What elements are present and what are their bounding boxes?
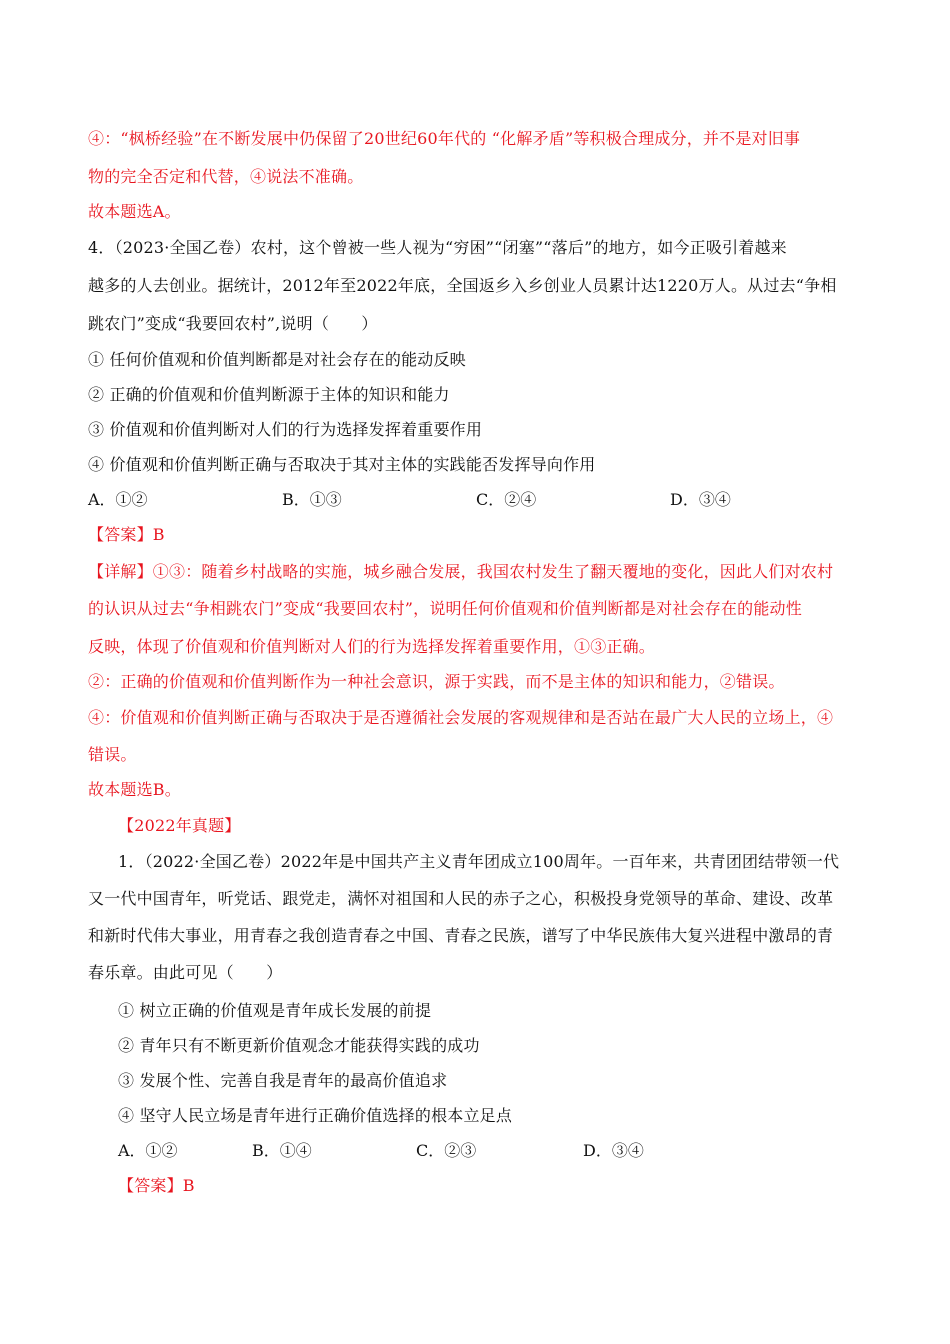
detail-line: 【详解】①③：随着乡村战略的实施，城乡融合发展，我国农村发生了翻天覆地的变化，因此人们对农村 bbox=[88, 562, 834, 581]
answer-label: 【答案】B bbox=[88, 525, 165, 544]
statement-2: ② 青年只有不断更新价值观念才能获得实践的成功 bbox=[118, 1036, 480, 1055]
answer-label: 【答案】B bbox=[118, 1176, 195, 1195]
statement-2: ② 正确的价值观和价值判断源于主体的知识和能力 bbox=[88, 385, 450, 404]
statement-1: ① 树立正确的价值观是青年成长发展的前提 bbox=[118, 1001, 432, 1020]
detail-line: 反映，体现了价值观和价值判断对人们的行为选择发挥着重要作用，①③正确。 bbox=[88, 637, 656, 656]
detail-line: ②：正确的价值观和价值判断作为一种社会意识，源于实践，而不是主体的知识和能力，②错误。 bbox=[88, 672, 785, 691]
question-1-stem: 又一代中国青年，听党话、跟党走，满怀对祖国和人民的赤子之心，积极投身党领导的革命、建设、改革 bbox=[88, 889, 834, 908]
question-1-stem: 春乐章。由此可见（ ） bbox=[88, 963, 283, 982]
option-d: D．③④ bbox=[583, 1141, 644, 1160]
question-4-stem: 跳农门”变成“我要回农村”,说明（ ） bbox=[88, 314, 378, 333]
option-b: B．①③ bbox=[282, 490, 342, 509]
prev-explanation-line: ④：“枫桥经验”在不断发展中仍保留了20世纪60年代的 “化解矛盾”等积极合理成分，并不是对旧事 bbox=[88, 129, 801, 148]
prev-explanation-line: 物的完全否定和代替，④说法不准确。 bbox=[88, 167, 364, 186]
prev-conclusion: 故本题选A。 bbox=[88, 202, 181, 221]
section-heading: 【2022年真题】 bbox=[118, 816, 241, 835]
statement-4: ④ 价值观和价值判断正确与否取决于其对主体的实践能否发挥导向作用 bbox=[88, 455, 596, 474]
detail-line: ④：价值观和价值判断正确与否取决于是否遵循社会发展的客观规律和是否站在最广大人民的立场上，④ bbox=[88, 708, 834, 727]
option-a: A．①② bbox=[88, 490, 148, 509]
option-b: B．①④ bbox=[252, 1141, 312, 1160]
question-1-stem: 1．（2022·全国乙卷）2022年是中国共产主义青年团成立100周年。一百年来，共青团团结带领一代 bbox=[118, 852, 840, 871]
detail-conclusion: 故本题选B。 bbox=[88, 780, 181, 799]
option-c: C．②③ bbox=[416, 1141, 477, 1160]
option-a: A．①② bbox=[118, 1141, 178, 1160]
option-d: D．③④ bbox=[670, 490, 731, 509]
detail-line: 的认识从过去“争相跳农门”变成“我要回农村”，说明任何价值观和价值判断都是对社会存在的能动性 bbox=[88, 599, 802, 618]
statement-1: ① 任何价值观和价值判断都是对社会存在的能动反映 bbox=[88, 350, 466, 369]
detail-line: 错误。 bbox=[88, 745, 137, 764]
statement-3: ③ 发展个性、完善自我是青年的最高价值追求 bbox=[118, 1071, 448, 1090]
question-4-stem: 越多的人去创业。据统计，2012年至2022年底，全国返乡入乡创业人员累计达1220万人。从过去“争相 bbox=[88, 276, 837, 295]
question-1-stem: 和新时代伟大事业，用青春之我创造青春之中国、青春之民族，谱写了中华民族伟大复兴进程中激昂的青 bbox=[88, 926, 834, 945]
question-4-stem: 4．（2023·全国乙卷）农村，这个曾被一些人视为“穷困”“闭塞”“落后”的地方，如今正吸引着越来 bbox=[88, 238, 787, 257]
statement-4: ④ 坚守人民立场是青年进行正确价值选择的根本立足点 bbox=[118, 1106, 513, 1125]
statement-3: ③ 价值观和价值判断对人们的行为选择发挥着重要作用 bbox=[88, 420, 483, 439]
option-c: C．②④ bbox=[476, 490, 537, 509]
